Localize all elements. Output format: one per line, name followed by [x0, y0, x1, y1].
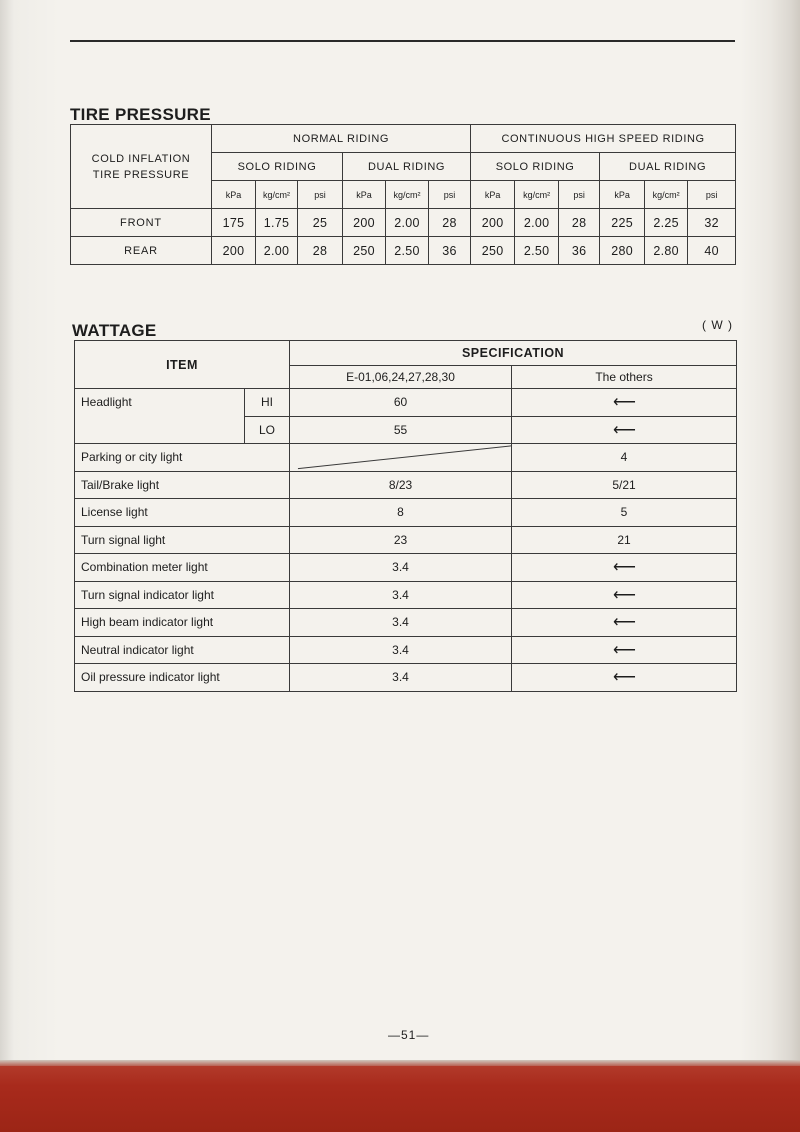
page-number: —51—: [388, 1028, 430, 1042]
bottom-red-band: [0, 1066, 800, 1132]
table-row: [75, 389, 737, 417]
table-cell: 2.00: [256, 237, 298, 265]
table-row: [75, 636, 737, 664]
spec-col-a-header: E-01,06,24,27,28,30: [290, 366, 512, 389]
row-label: Oil pressure indicator light: [75, 664, 290, 692]
dual-riding-header: DUAL RIDING: [600, 153, 736, 181]
spec-col-b-header: The others: [512, 366, 737, 389]
row-label: License light: [75, 499, 290, 527]
table-cell: 25: [298, 209, 343, 237]
table-cell: 21: [512, 526, 737, 554]
unit-kgcm2: kg/cm²: [645, 181, 688, 209]
table-cell: 175: [212, 209, 256, 237]
table-row: [75, 554, 737, 582]
tire-row-front: [71, 209, 736, 237]
unit-kgcm2: kg/cm²: [386, 181, 429, 209]
row-label: Combination meter light: [75, 554, 290, 582]
table-row: [75, 526, 737, 554]
tire-corner-label: [71, 125, 212, 209]
table-cell: 28: [429, 209, 471, 237]
table-row: [75, 444, 737, 472]
wattage-table: [74, 340, 737, 692]
corner-label-line1: COLD INFLATION: [91, 152, 191, 165]
table-cell: 2.00: [515, 209, 559, 237]
unit-psi: psi: [429, 181, 471, 209]
row-label: Tail/Brake light: [75, 471, 290, 499]
same-as-left-arrow-icon: ⟵: [512, 581, 737, 609]
unit-kpa: kPa: [471, 181, 515, 209]
parking-light-label: Parking or city light: [75, 444, 290, 472]
table-cell: 8: [290, 499, 512, 527]
top-divider: [70, 40, 735, 42]
headlight-label: Headlight: [75, 389, 245, 444]
table-cell: 225: [600, 209, 645, 237]
table-cell: 32: [688, 209, 736, 237]
row-label: Turn signal light: [75, 526, 290, 554]
table-cell: 250: [343, 237, 386, 265]
dual-riding-header: DUAL RIDING: [343, 153, 471, 181]
tire-pressure-table: [70, 124, 736, 265]
table-cell: 8/23: [290, 471, 512, 499]
table-cell: 3.4: [290, 636, 512, 664]
table-cell: 3.4: [290, 609, 512, 637]
unit-psi: psi: [559, 181, 600, 209]
table-cell: 2.50: [515, 237, 559, 265]
table-row: [75, 471, 737, 499]
table-cell: 23: [290, 526, 512, 554]
table-cell: 2.00: [386, 209, 429, 237]
table-cell: 3.4: [290, 664, 512, 692]
table-cell: 280: [600, 237, 645, 265]
table-cell: 4: [512, 444, 737, 472]
corner-label-line2: TIRE PRESSURE: [92, 168, 190, 181]
headlight-lo-label: LO: [245, 416, 290, 444]
high-speed-riding-header: CONTINUOUS HIGH SPEED RIDING: [471, 125, 736, 153]
table-row: [75, 609, 737, 637]
same-as-left-arrow-icon: ⟵: [512, 554, 737, 582]
same-as-left-arrow-icon: ⟵: [512, 609, 737, 637]
row-label-rear: REAR: [71, 237, 212, 265]
table-row: [75, 664, 737, 692]
table-cell: 60: [290, 389, 512, 417]
table-cell: 40: [688, 237, 736, 265]
diagonal-slash-icon: [290, 444, 511, 471]
wattage-title: WATTAGE: [72, 321, 157, 340]
solo-riding-header: SOLO RIDING: [471, 153, 600, 181]
table-cell: 55: [290, 416, 512, 444]
row-label: High beam indicator light: [75, 609, 290, 637]
unit-kgcm2: kg/cm²: [515, 181, 559, 209]
table-row: [75, 499, 737, 527]
table-cell: 2.80: [645, 237, 688, 265]
table-cell: 1.75: [256, 209, 298, 237]
table-cell: 200: [212, 237, 256, 265]
unit-kpa: kPa: [343, 181, 386, 209]
unit-kgcm2: kg/cm²: [256, 181, 298, 209]
table-cell: 5/21: [512, 471, 737, 499]
unit-psi: psi: [298, 181, 343, 209]
specification-header: SPECIFICATION: [290, 341, 737, 366]
table-cell: 2.50: [386, 237, 429, 265]
normal-riding-header: NORMAL RIDING: [212, 125, 471, 153]
row-label: Neutral indicator light: [75, 636, 290, 664]
table-cell: 200: [471, 209, 515, 237]
row-label-front: FRONT: [71, 209, 212, 237]
table-cell: 200: [343, 209, 386, 237]
table-cell: 28: [298, 237, 343, 265]
row-label: Turn signal indicator light: [75, 581, 290, 609]
same-as-left-arrow-icon: ⟵: [512, 389, 737, 417]
table-cell: 3.4: [290, 581, 512, 609]
headlight-hi-label: HI: [245, 389, 290, 417]
table-cell: 36: [559, 237, 600, 265]
not-applicable-diagonal: [290, 444, 512, 472]
same-as-left-arrow-icon: ⟵: [512, 664, 737, 692]
same-as-left-arrow-icon: ⟵: [512, 636, 737, 664]
unit-kpa: kPa: [600, 181, 645, 209]
tire-pressure-title: TIRE PRESSURE: [70, 105, 211, 124]
table-cell: 28: [559, 209, 600, 237]
table-row: [75, 581, 737, 609]
solo-riding-header: SOLO RIDING: [212, 153, 343, 181]
tire-row-rear: [71, 237, 736, 265]
unit-psi: psi: [688, 181, 736, 209]
table-cell: 3.4: [290, 554, 512, 582]
same-as-left-arrow-icon: ⟵: [512, 416, 737, 444]
unit-kpa: kPa: [212, 181, 256, 209]
table-cell: 36: [429, 237, 471, 265]
table-cell: 5: [512, 499, 737, 527]
wattage-unit-note: ( W ): [702, 318, 733, 332]
item-header: ITEM: [75, 341, 290, 389]
table-cell: 250: [471, 237, 515, 265]
table-cell: 2.25: [645, 209, 688, 237]
